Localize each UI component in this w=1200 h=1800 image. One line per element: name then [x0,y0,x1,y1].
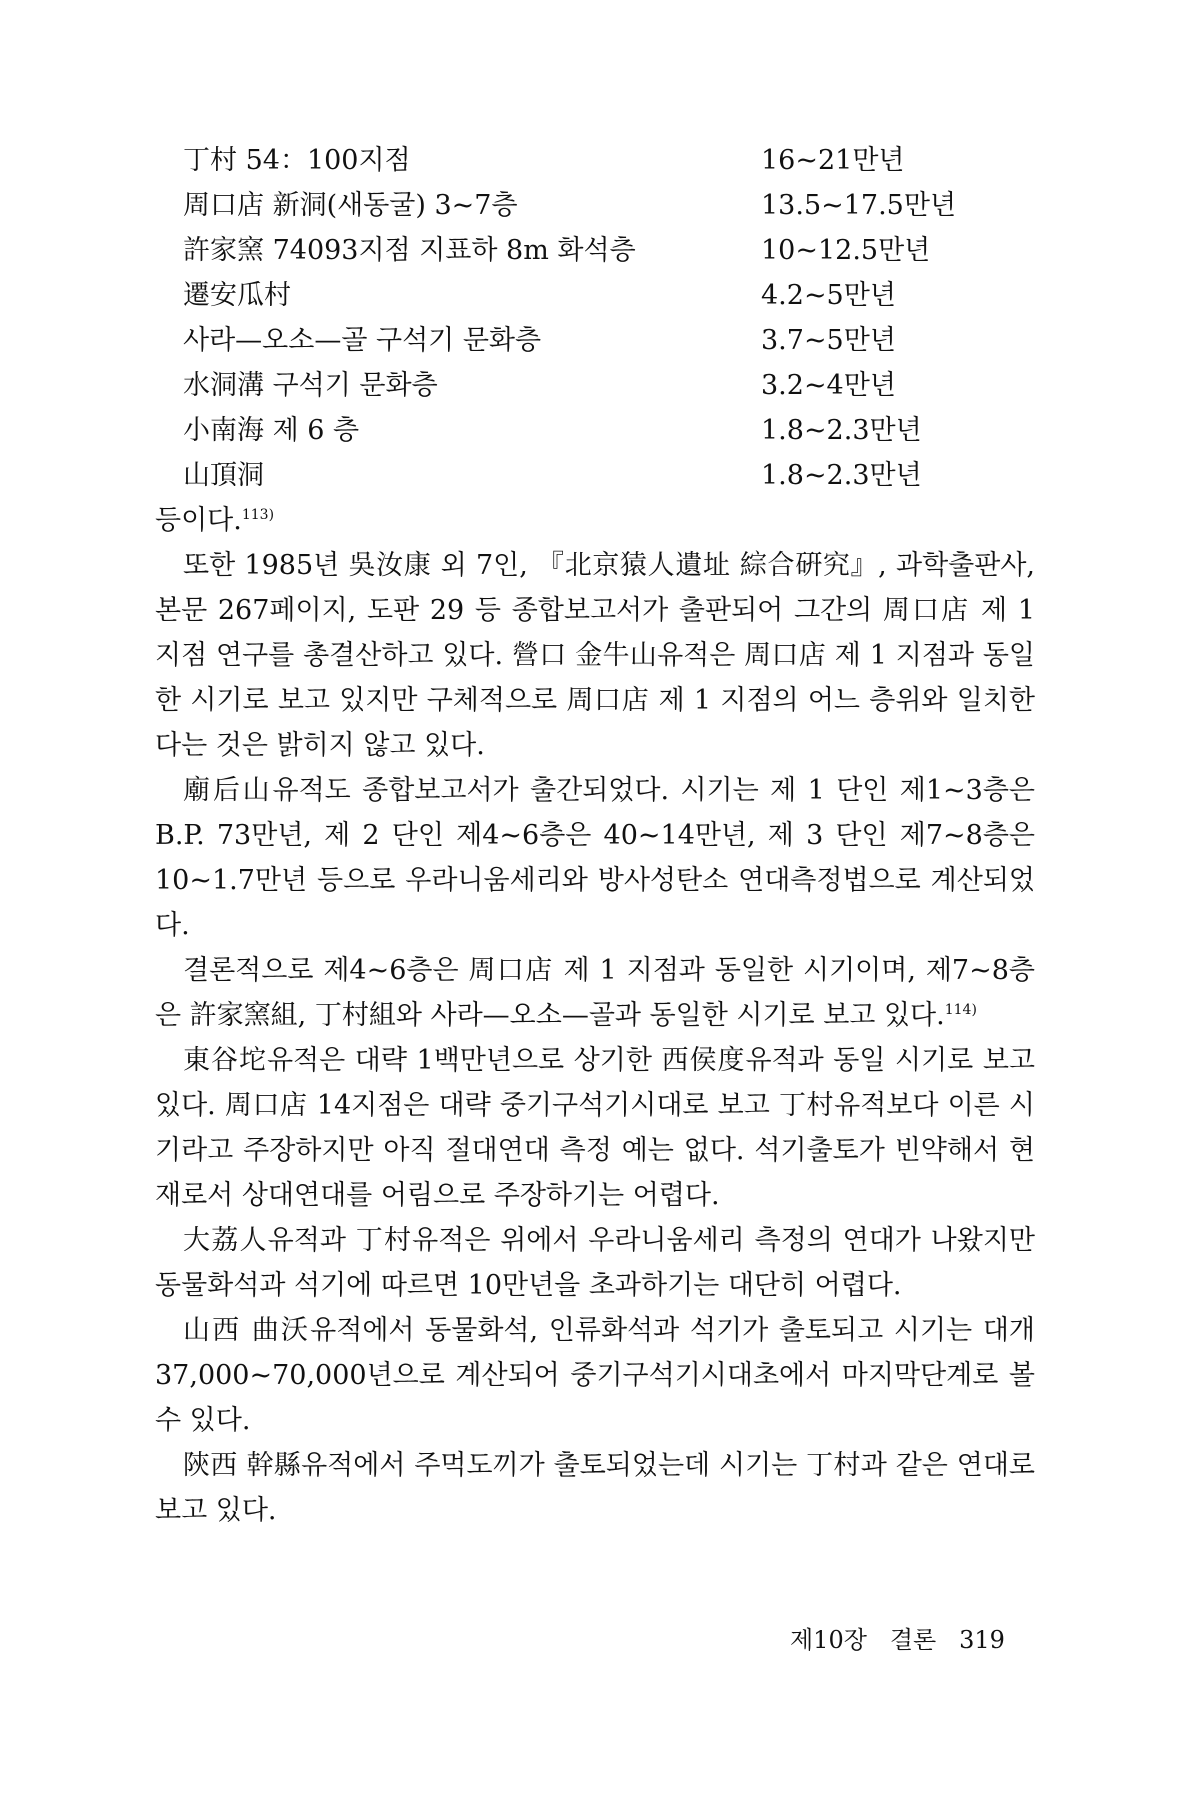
dating-list [155,138,1035,498]
site-age: 3.2~4만년 [761,370,896,401]
dating-row [155,408,1035,453]
site-name: 丁村 54：100지점 [183,145,411,176]
paragraph [155,948,1035,1038]
paragraph-text: 결론적으로 제4~6층은 周口店 제 1 지점과 동일한 시기이며, 제7~8층은 許家窯組, 丁村組와 사라—오소—골과 동일한 시기로 보고 있다. [155,955,1035,1031]
footnote-ref: 114) [944,1002,977,1018]
footnote-ref: 113) [241,507,275,523]
site-name: 許家窯 74093지점 지표하 8m 화석층 [183,235,636,266]
paragraph-text: 大荔人유적과 丁村유적은 위에서 우라니움세리 측정의 연대가 나왔지만 동물화석과 석기에 따르면 10만년을 초과하기는 대단히 어렵다. [155,1225,1035,1301]
dating-row [155,363,1035,408]
site-age: 1.8~2.3만년 [761,415,922,446]
site-name: 사라—오소—골 구석기 문화층 [183,325,542,356]
page-number: 319 [959,1626,1005,1654]
site-name: 周口店 新洞(새동굴) 3~7층 [183,190,518,221]
chapter-title: 결론 [889,1626,937,1654]
site-age: 16~21만년 [761,145,905,176]
paragraph [155,1308,1035,1443]
paragraph [155,1443,1035,1533]
dating-row [155,318,1035,363]
dating-row [155,453,1035,498]
site-name: 水洞溝 구석기 문화층 [183,370,438,401]
dating-row [155,228,1035,273]
site-name: 小南海 제 6 층 [183,415,360,446]
paragraph-text: 陝西 幹縣유적에서 주먹도끼가 출토되었는데 시기는 丁村과 같은 연대로 보고 있다. [155,1450,1035,1526]
site-age: 13.5~17.5만년 [761,190,957,221]
dating-row [155,273,1035,318]
site-name: 山頂洞 [183,460,264,491]
list-closing-text: 등이다. [155,505,242,536]
paragraph [155,543,1035,768]
page-body [155,138,1035,1533]
paragraph-text: 廟后山유적도 종합보고서가 출간되었다. 시기는 제 1 단인 제1~3층은 B.P. 73만년, 제 2 단인 제4~6층은 40~14만년, 제 3 단인 제7~8층은 10~1.7만년 등으로 우라니움세리와 방사성탄소 연대측정법으로 계산되었다. [155,775,1035,941]
dating-row [155,138,1035,183]
chapter-label: 제10장 [790,1626,867,1654]
dating-row [155,183,1035,228]
site-age: 1.8~2.3만년 [761,460,922,491]
site-age: 3.7~5만년 [761,325,896,356]
site-age: 4.2~5만년 [761,280,896,311]
paragraph-text: 山西 曲沃유적에서 동물화석, 인류화석과 석기가 출토되고 시기는 대개 37,000~70,000년으로 계산되어 중기구석기시대초에서 마지막단계로 볼 수 있다. [155,1315,1035,1436]
paragraph [155,768,1035,948]
paragraph [155,1218,1035,1308]
site-age: 10~12.5만년 [761,235,931,266]
site-name: 遷安瓜村 [183,280,291,311]
list-closing [155,498,1035,543]
paragraph [155,1038,1035,1218]
paragraph-text: 東谷坨유적은 대략 1백만년으로 상기한 西侯度유적과 동일 시기로 보고 있다. 周口店 14지점은 대략 중기구석기시대로 보고 丁村유적보다 이른 시기라고 주장하지만 아직 절대연대 측정 예는 없다. 석기출토가 빈약해서 현재로서 상대연대를 어림으로 주장하기는 어렵다. [155,1045,1035,1211]
paragraph-text: 또한 1985년 吳汝康 외 7인, 『北京猿人遺址 綜合硏究』, 과학출판사, 본문 267페이지, 도판 29 등 종합보고서가 출판되어 그간의 周口店 제 1 지점 연구를 총결산하고 있다. 營口 金牛山유적은 周口店 제 1 지점과 동일한 시기로 보고 있지만 구체적으로 周口店 제 1 지점의 어느 층위와 일치한다는 것은 밝히지 않고 있다. [155,550,1035,761]
page-footer [790,1620,1005,1655]
